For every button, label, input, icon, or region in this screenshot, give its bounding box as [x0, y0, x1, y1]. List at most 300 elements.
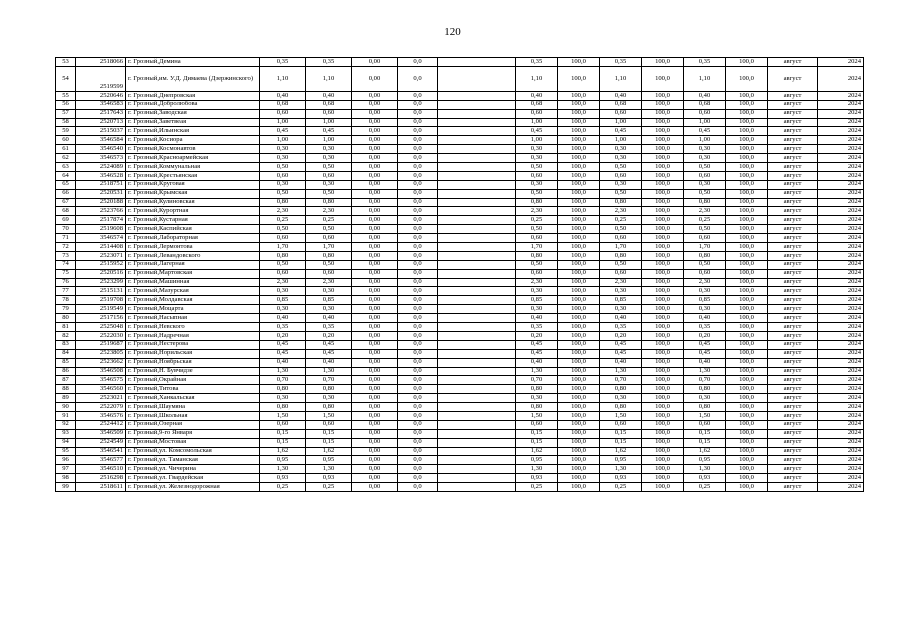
fact-length-cell: 0,40	[684, 314, 726, 323]
plan-percent-cell: 100,0	[558, 323, 600, 332]
road-code-cell: 2520188	[76, 198, 126, 207]
value-zero-b-cell: 0,0	[398, 438, 438, 447]
year-cell: 2024	[818, 287, 864, 296]
done-length-cell: 0,60	[600, 234, 642, 243]
empty-cell-cell	[438, 474, 516, 483]
row-number-cell: 57	[56, 109, 76, 118]
month-cell: август	[768, 331, 818, 340]
road-code-cell: 3546508	[76, 367, 126, 376]
plan-length-cell: 0,35	[516, 323, 558, 332]
value-zero-b-cell: 0,0	[398, 189, 438, 198]
empty-cell-cell	[438, 154, 516, 163]
month-cell: август	[768, 429, 818, 438]
done-length-cell: 0,15	[600, 438, 642, 447]
table-row	[56, 287, 864, 296]
year-cell: 2024	[818, 58, 864, 67]
row-number-cell: 64	[56, 171, 76, 180]
street-name-cell: г. Грозный,ул. Таманская	[126, 456, 260, 465]
row-number-cell: 80	[56, 314, 76, 323]
year-cell: 2024	[818, 251, 864, 260]
road-code-cell: 3546574	[76, 234, 126, 243]
fact-percent-cell: 100,0	[726, 163, 768, 172]
street-name-cell: г. Грозный,Шаумяна	[126, 403, 260, 412]
value-zero-b-cell: 0,0	[398, 234, 438, 243]
plan-length-cell: 1,00	[516, 118, 558, 127]
empty-cell-cell	[438, 403, 516, 412]
table-row	[56, 314, 864, 323]
plan-percent-cell: 100,0	[558, 465, 600, 474]
street-name-cell: г. Грозный,Мартовская	[126, 269, 260, 278]
year-cell: 2024	[818, 394, 864, 403]
row-number-cell: 92	[56, 420, 76, 429]
plan-length-cell: 0,80	[516, 385, 558, 394]
value-zero-a-cell: 0,00	[352, 411, 398, 420]
fact-length-cell: 0,95	[684, 456, 726, 465]
length-total-cell: 0,80	[260, 403, 306, 412]
empty-cell-cell	[438, 127, 516, 136]
length-total-cell: 0,60	[260, 234, 306, 243]
length-repair-cell: 0,45	[306, 340, 352, 349]
plan-percent-cell: 100,0	[558, 411, 600, 420]
value-zero-a-cell: 0,00	[352, 216, 398, 225]
plan-percent-cell: 100,0	[558, 305, 600, 314]
fact-length-cell: 0,60	[684, 269, 726, 278]
done-percent-cell: 100,0	[642, 234, 684, 243]
fact-length-cell: 0,70	[684, 376, 726, 385]
month-cell: август	[768, 287, 818, 296]
row-number-cell: 99	[56, 483, 76, 492]
plan-percent-cell: 100,0	[558, 91, 600, 100]
year-cell: 2024	[818, 145, 864, 154]
length-total-cell: 0,30	[260, 394, 306, 403]
month-cell: август	[768, 58, 818, 67]
done-percent-cell: 100,0	[642, 118, 684, 127]
value-zero-a-cell: 0,00	[352, 474, 398, 483]
length-total-cell: 0,30	[260, 145, 306, 154]
value-zero-a-cell: 0,00	[352, 260, 398, 269]
length-repair-cell: 0,25	[306, 216, 352, 225]
empty-cell-cell	[438, 278, 516, 287]
plan-length-cell: 0,50	[516, 189, 558, 198]
value-zero-a-cell: 0,00	[352, 349, 398, 358]
plan-length-cell: 0,25	[516, 216, 558, 225]
month-cell: август	[768, 109, 818, 118]
month-cell: август	[768, 66, 818, 91]
month-cell: август	[768, 340, 818, 349]
road-code-cell: 2519608	[76, 225, 126, 234]
road-code-cell: 2524549	[76, 438, 126, 447]
plan-percent-cell: 100,0	[558, 358, 600, 367]
fact-length-cell: 1,30	[684, 367, 726, 376]
done-length-cell: 0,30	[600, 154, 642, 163]
empty-cell-cell	[438, 109, 516, 118]
value-zero-a-cell: 0,00	[352, 198, 398, 207]
table-row	[56, 394, 864, 403]
table-row	[56, 100, 864, 109]
done-percent-cell: 100,0	[642, 127, 684, 136]
value-zero-a-cell: 0,00	[352, 420, 398, 429]
length-repair-cell: 0,40	[306, 91, 352, 100]
length-total-cell: 0,30	[260, 180, 306, 189]
month-cell: август	[768, 163, 818, 172]
fact-percent-cell: 100,0	[726, 465, 768, 474]
done-percent-cell: 100,0	[642, 323, 684, 332]
month-cell: август	[768, 225, 818, 234]
length-total-cell: 0,50	[260, 189, 306, 198]
value-zero-a-cell: 0,00	[352, 456, 398, 465]
done-percent-cell: 100,0	[642, 447, 684, 456]
fact-length-cell: 0,85	[684, 296, 726, 305]
plan-percent-cell: 100,0	[558, 269, 600, 278]
value-zero-a-cell: 0,00	[352, 127, 398, 136]
plan-length-cell: 0,45	[516, 127, 558, 136]
row-number-cell: 89	[56, 394, 76, 403]
road-code-cell: 3546584	[76, 136, 126, 145]
street-name-cell: г. Грозный,Молдавская	[126, 296, 260, 305]
length-repair-cell: 0,60	[306, 109, 352, 118]
length-total-cell: 0,45	[260, 127, 306, 136]
fact-percent-cell: 100,0	[726, 323, 768, 332]
fact-percent-cell: 100,0	[726, 243, 768, 252]
plan-percent-cell: 100,0	[558, 216, 600, 225]
length-total-cell: 0,45	[260, 349, 306, 358]
empty-cell-cell	[438, 340, 516, 349]
length-repair-cell: 2,30	[306, 278, 352, 287]
table-row	[56, 385, 864, 394]
row-number-cell: 94	[56, 438, 76, 447]
fact-length-cell: 0,60	[684, 171, 726, 180]
empty-cell-cell	[438, 118, 516, 127]
value-zero-a-cell: 0,00	[352, 340, 398, 349]
done-length-cell: 0,80	[600, 198, 642, 207]
value-zero-a-cell: 0,00	[352, 438, 398, 447]
table-row	[56, 154, 864, 163]
length-repair-cell: 0,35	[306, 323, 352, 332]
plan-length-cell: 0,30	[516, 154, 558, 163]
empty-cell-cell	[438, 331, 516, 340]
length-repair-cell: 0,93	[306, 474, 352, 483]
plan-percent-cell: 100,0	[558, 349, 600, 358]
month-cell: август	[768, 216, 818, 225]
value-zero-b-cell: 0,0	[398, 456, 438, 465]
fact-percent-cell: 100,0	[726, 411, 768, 420]
done-length-cell: 1,30	[600, 465, 642, 474]
length-total-cell: 0,60	[260, 171, 306, 180]
street-name-cell: г. Грозный,Мазурская	[126, 287, 260, 296]
empty-cell-cell	[438, 251, 516, 260]
year-cell: 2024	[818, 411, 864, 420]
month-cell: август	[768, 180, 818, 189]
plan-length-cell: 0,40	[516, 314, 558, 323]
month-cell: август	[768, 171, 818, 180]
length-total-cell: 0,25	[260, 216, 306, 225]
road-code-cell: 2523766	[76, 207, 126, 216]
done-percent-cell: 100,0	[642, 340, 684, 349]
road-code-cell: 2517156	[76, 314, 126, 323]
plan-percent-cell: 100,0	[558, 376, 600, 385]
plan-percent-cell: 100,0	[558, 100, 600, 109]
done-length-cell: 0,60	[600, 109, 642, 118]
street-name-cell: г. Грозный,Моцарта	[126, 305, 260, 314]
fact-percent-cell: 100,0	[726, 367, 768, 376]
table-row	[56, 145, 864, 154]
length-repair-cell: 0,60	[306, 420, 352, 429]
empty-cell-cell	[438, 287, 516, 296]
fact-length-cell: 0,40	[684, 358, 726, 367]
length-total-cell: 0,80	[260, 251, 306, 260]
plan-percent-cell: 100,0	[558, 447, 600, 456]
fact-length-cell: 0,80	[684, 403, 726, 412]
length-repair-cell: 0,30	[306, 305, 352, 314]
empty-cell-cell	[438, 367, 516, 376]
value-zero-b-cell: 0,0	[398, 447, 438, 456]
street-name-cell: г. Грозный,ул. Железнодорожная	[126, 483, 260, 492]
empty-cell-cell	[438, 100, 516, 109]
row-number-cell: 68	[56, 207, 76, 216]
year-cell: 2024	[818, 136, 864, 145]
empty-cell-cell	[438, 429, 516, 438]
done-percent-cell: 100,0	[642, 305, 684, 314]
plan-percent-cell: 100,0	[558, 403, 600, 412]
table-row	[56, 483, 864, 492]
month-cell: август	[768, 243, 818, 252]
plan-length-cell: 1,00	[516, 136, 558, 145]
done-length-cell: 0,50	[600, 260, 642, 269]
row-number-cell: 63	[56, 163, 76, 172]
fact-percent-cell: 100,0	[726, 109, 768, 118]
street-name-cell: г. Грозный,Заводская	[126, 109, 260, 118]
road-code-cell: 2519708	[76, 296, 126, 305]
done-percent-cell: 100,0	[642, 367, 684, 376]
year-cell: 2024	[818, 198, 864, 207]
month-cell: август	[768, 278, 818, 287]
length-repair-cell: 0,50	[306, 163, 352, 172]
road-code-cell: 2523071	[76, 251, 126, 260]
month-cell: август	[768, 403, 818, 412]
length-repair-cell: 1,30	[306, 367, 352, 376]
length-total-cell: 0,15	[260, 438, 306, 447]
row-number-cell: 56	[56, 100, 76, 109]
value-zero-a-cell: 0,00	[352, 287, 398, 296]
done-percent-cell: 100,0	[642, 91, 684, 100]
fact-percent-cell: 100,0	[726, 438, 768, 447]
fact-length-cell: 0,45	[684, 340, 726, 349]
table-row	[56, 456, 864, 465]
length-repair-cell: 0,30	[306, 394, 352, 403]
done-length-cell: 0,50	[600, 189, 642, 198]
table-row	[56, 127, 864, 136]
done-percent-cell: 100,0	[642, 429, 684, 438]
fact-length-cell: 0,30	[684, 305, 726, 314]
value-zero-a-cell: 0,00	[352, 314, 398, 323]
plan-length-cell: 0,30	[516, 305, 558, 314]
plan-percent-cell: 100,0	[558, 287, 600, 296]
plan-percent-cell: 100,0	[558, 163, 600, 172]
fact-length-cell: 0,15	[684, 429, 726, 438]
length-total-cell: 0,95	[260, 456, 306, 465]
empty-cell-cell	[438, 456, 516, 465]
length-total-cell: 1,70	[260, 243, 306, 252]
empty-cell-cell	[438, 225, 516, 234]
fact-length-cell: 1,62	[684, 447, 726, 456]
plan-percent-cell: 100,0	[558, 260, 600, 269]
row-number-cell: 86	[56, 367, 76, 376]
month-cell: август	[768, 349, 818, 358]
length-total-cell: 0,25	[260, 483, 306, 492]
empty-cell-cell	[438, 376, 516, 385]
row-number-cell: 81	[56, 323, 76, 332]
table-row	[56, 251, 864, 260]
row-number-cell: 60	[56, 136, 76, 145]
fact-length-cell: 0,35	[684, 58, 726, 67]
year-cell: 2024	[818, 100, 864, 109]
plan-length-cell: 0,30	[516, 145, 558, 154]
fact-length-cell: 1,70	[684, 243, 726, 252]
empty-cell-cell	[438, 58, 516, 67]
street-name-cell: г. Грозный,Красноармейская	[126, 154, 260, 163]
month-cell: август	[768, 207, 818, 216]
value-zero-a-cell: 0,00	[352, 154, 398, 163]
year-cell: 2024	[818, 207, 864, 216]
done-length-cell: 0,80	[600, 403, 642, 412]
table-row	[56, 269, 864, 278]
row-number-cell: 77	[56, 287, 76, 296]
done-length-cell: 0,30	[600, 394, 642, 403]
row-number-cell: 62	[56, 154, 76, 163]
road-code-cell: 2517643	[76, 109, 126, 118]
plan-length-cell: 1,70	[516, 243, 558, 252]
done-length-cell: 0,25	[600, 216, 642, 225]
plan-percent-cell: 100,0	[558, 118, 600, 127]
value-zero-b-cell: 0,0	[398, 358, 438, 367]
plan-length-cell: 0,80	[516, 403, 558, 412]
month-cell: август	[768, 127, 818, 136]
value-zero-b-cell: 0,0	[398, 118, 438, 127]
table-row	[56, 411, 864, 420]
done-percent-cell: 100,0	[642, 287, 684, 296]
done-length-cell: 1,62	[600, 447, 642, 456]
month-cell: август	[768, 376, 818, 385]
done-percent-cell: 100,0	[642, 269, 684, 278]
table-body	[56, 58, 864, 492]
plan-percent-cell: 100,0	[558, 243, 600, 252]
value-zero-b-cell: 0,0	[398, 403, 438, 412]
table-row	[56, 474, 864, 483]
done-percent-cell: 100,0	[642, 189, 684, 198]
done-percent-cell: 100,0	[642, 243, 684, 252]
table-row	[56, 376, 864, 385]
length-repair-cell: 1,70	[306, 243, 352, 252]
row-number-cell: 87	[56, 376, 76, 385]
value-zero-a-cell: 0,00	[352, 207, 398, 216]
fact-percent-cell: 100,0	[726, 296, 768, 305]
length-repair-cell: 0,15	[306, 429, 352, 438]
year-cell: 2024	[818, 109, 864, 118]
fact-length-cell: 1,00	[684, 136, 726, 145]
month-cell: август	[768, 189, 818, 198]
value-zero-a-cell: 0,00	[352, 58, 398, 67]
month-cell: август	[768, 251, 818, 260]
year-cell: 2024	[818, 66, 864, 91]
value-zero-a-cell: 0,00	[352, 109, 398, 118]
length-total-cell: 1,30	[260, 465, 306, 474]
year-cell: 2024	[818, 403, 864, 412]
done-length-cell: 1,00	[600, 136, 642, 145]
year-cell: 2024	[818, 349, 864, 358]
fact-length-cell: 0,50	[684, 260, 726, 269]
length-total-cell: 1,50	[260, 411, 306, 420]
value-zero-b-cell: 0,0	[398, 474, 438, 483]
length-repair-cell: 0,60	[306, 234, 352, 243]
value-zero-b-cell: 0,0	[398, 349, 438, 358]
done-length-cell: 0,20	[600, 331, 642, 340]
done-percent-cell: 100,0	[642, 403, 684, 412]
year-cell: 2024	[818, 118, 864, 127]
road-code-cell: 3546541	[76, 447, 126, 456]
table-row	[56, 163, 864, 172]
street-name-cell: г. Грозный,Крестьянская	[126, 171, 260, 180]
plan-percent-cell: 100,0	[558, 154, 600, 163]
value-zero-b-cell: 0,0	[398, 163, 438, 172]
done-length-cell: 0,68	[600, 100, 642, 109]
row-number-cell: 96	[56, 456, 76, 465]
row-number-cell: 90	[56, 403, 76, 412]
street-name-cell: г. Грозный,им. У.Д. Димаева (Дзержинского)	[126, 66, 260, 91]
month-cell: август	[768, 465, 818, 474]
road-code-cell: 2518751	[76, 180, 126, 189]
road-code-cell: 2515131	[76, 287, 126, 296]
year-cell: 2024	[818, 456, 864, 465]
row-number-cell: 67	[56, 198, 76, 207]
road-code-cell: 2517874	[76, 216, 126, 225]
fact-percent-cell: 100,0	[726, 314, 768, 323]
table-row	[56, 420, 864, 429]
done-length-cell: 1,00	[600, 118, 642, 127]
street-name-cell: г. Грозный,Демина	[126, 58, 260, 67]
month-cell: август	[768, 145, 818, 154]
empty-cell-cell	[438, 438, 516, 447]
fact-percent-cell: 100,0	[726, 260, 768, 269]
fact-percent-cell: 100,0	[726, 180, 768, 189]
value-zero-b-cell: 0,0	[398, 331, 438, 340]
empty-cell-cell	[438, 358, 516, 367]
row-number-cell: 58	[56, 118, 76, 127]
fact-percent-cell: 100,0	[726, 456, 768, 465]
road-code-cell: 3546573	[76, 154, 126, 163]
plan-length-cell: 0,60	[516, 234, 558, 243]
value-zero-a-cell: 0,00	[352, 171, 398, 180]
done-percent-cell: 100,0	[642, 66, 684, 91]
road-code-cell: 2519687	[76, 340, 126, 349]
done-length-cell: 0,40	[600, 314, 642, 323]
table-row	[56, 234, 864, 243]
fact-length-cell: 0,30	[684, 154, 726, 163]
year-cell: 2024	[818, 465, 864, 474]
road-code-cell: 2523299	[76, 278, 126, 287]
street-name-cell: г. Грозный,Школьная	[126, 411, 260, 420]
month-cell: август	[768, 438, 818, 447]
plan-length-cell: 0,60	[516, 171, 558, 180]
page-number: 120	[444, 26, 461, 38]
table-row	[56, 216, 864, 225]
row-number-cell: 79	[56, 305, 76, 314]
empty-cell-cell	[438, 465, 516, 474]
row-number-cell: 84	[56, 349, 76, 358]
done-percent-cell: 100,0	[642, 225, 684, 234]
length-repair-cell: 0,30	[306, 154, 352, 163]
done-percent-cell: 100,0	[642, 171, 684, 180]
fact-length-cell: 0,30	[684, 180, 726, 189]
